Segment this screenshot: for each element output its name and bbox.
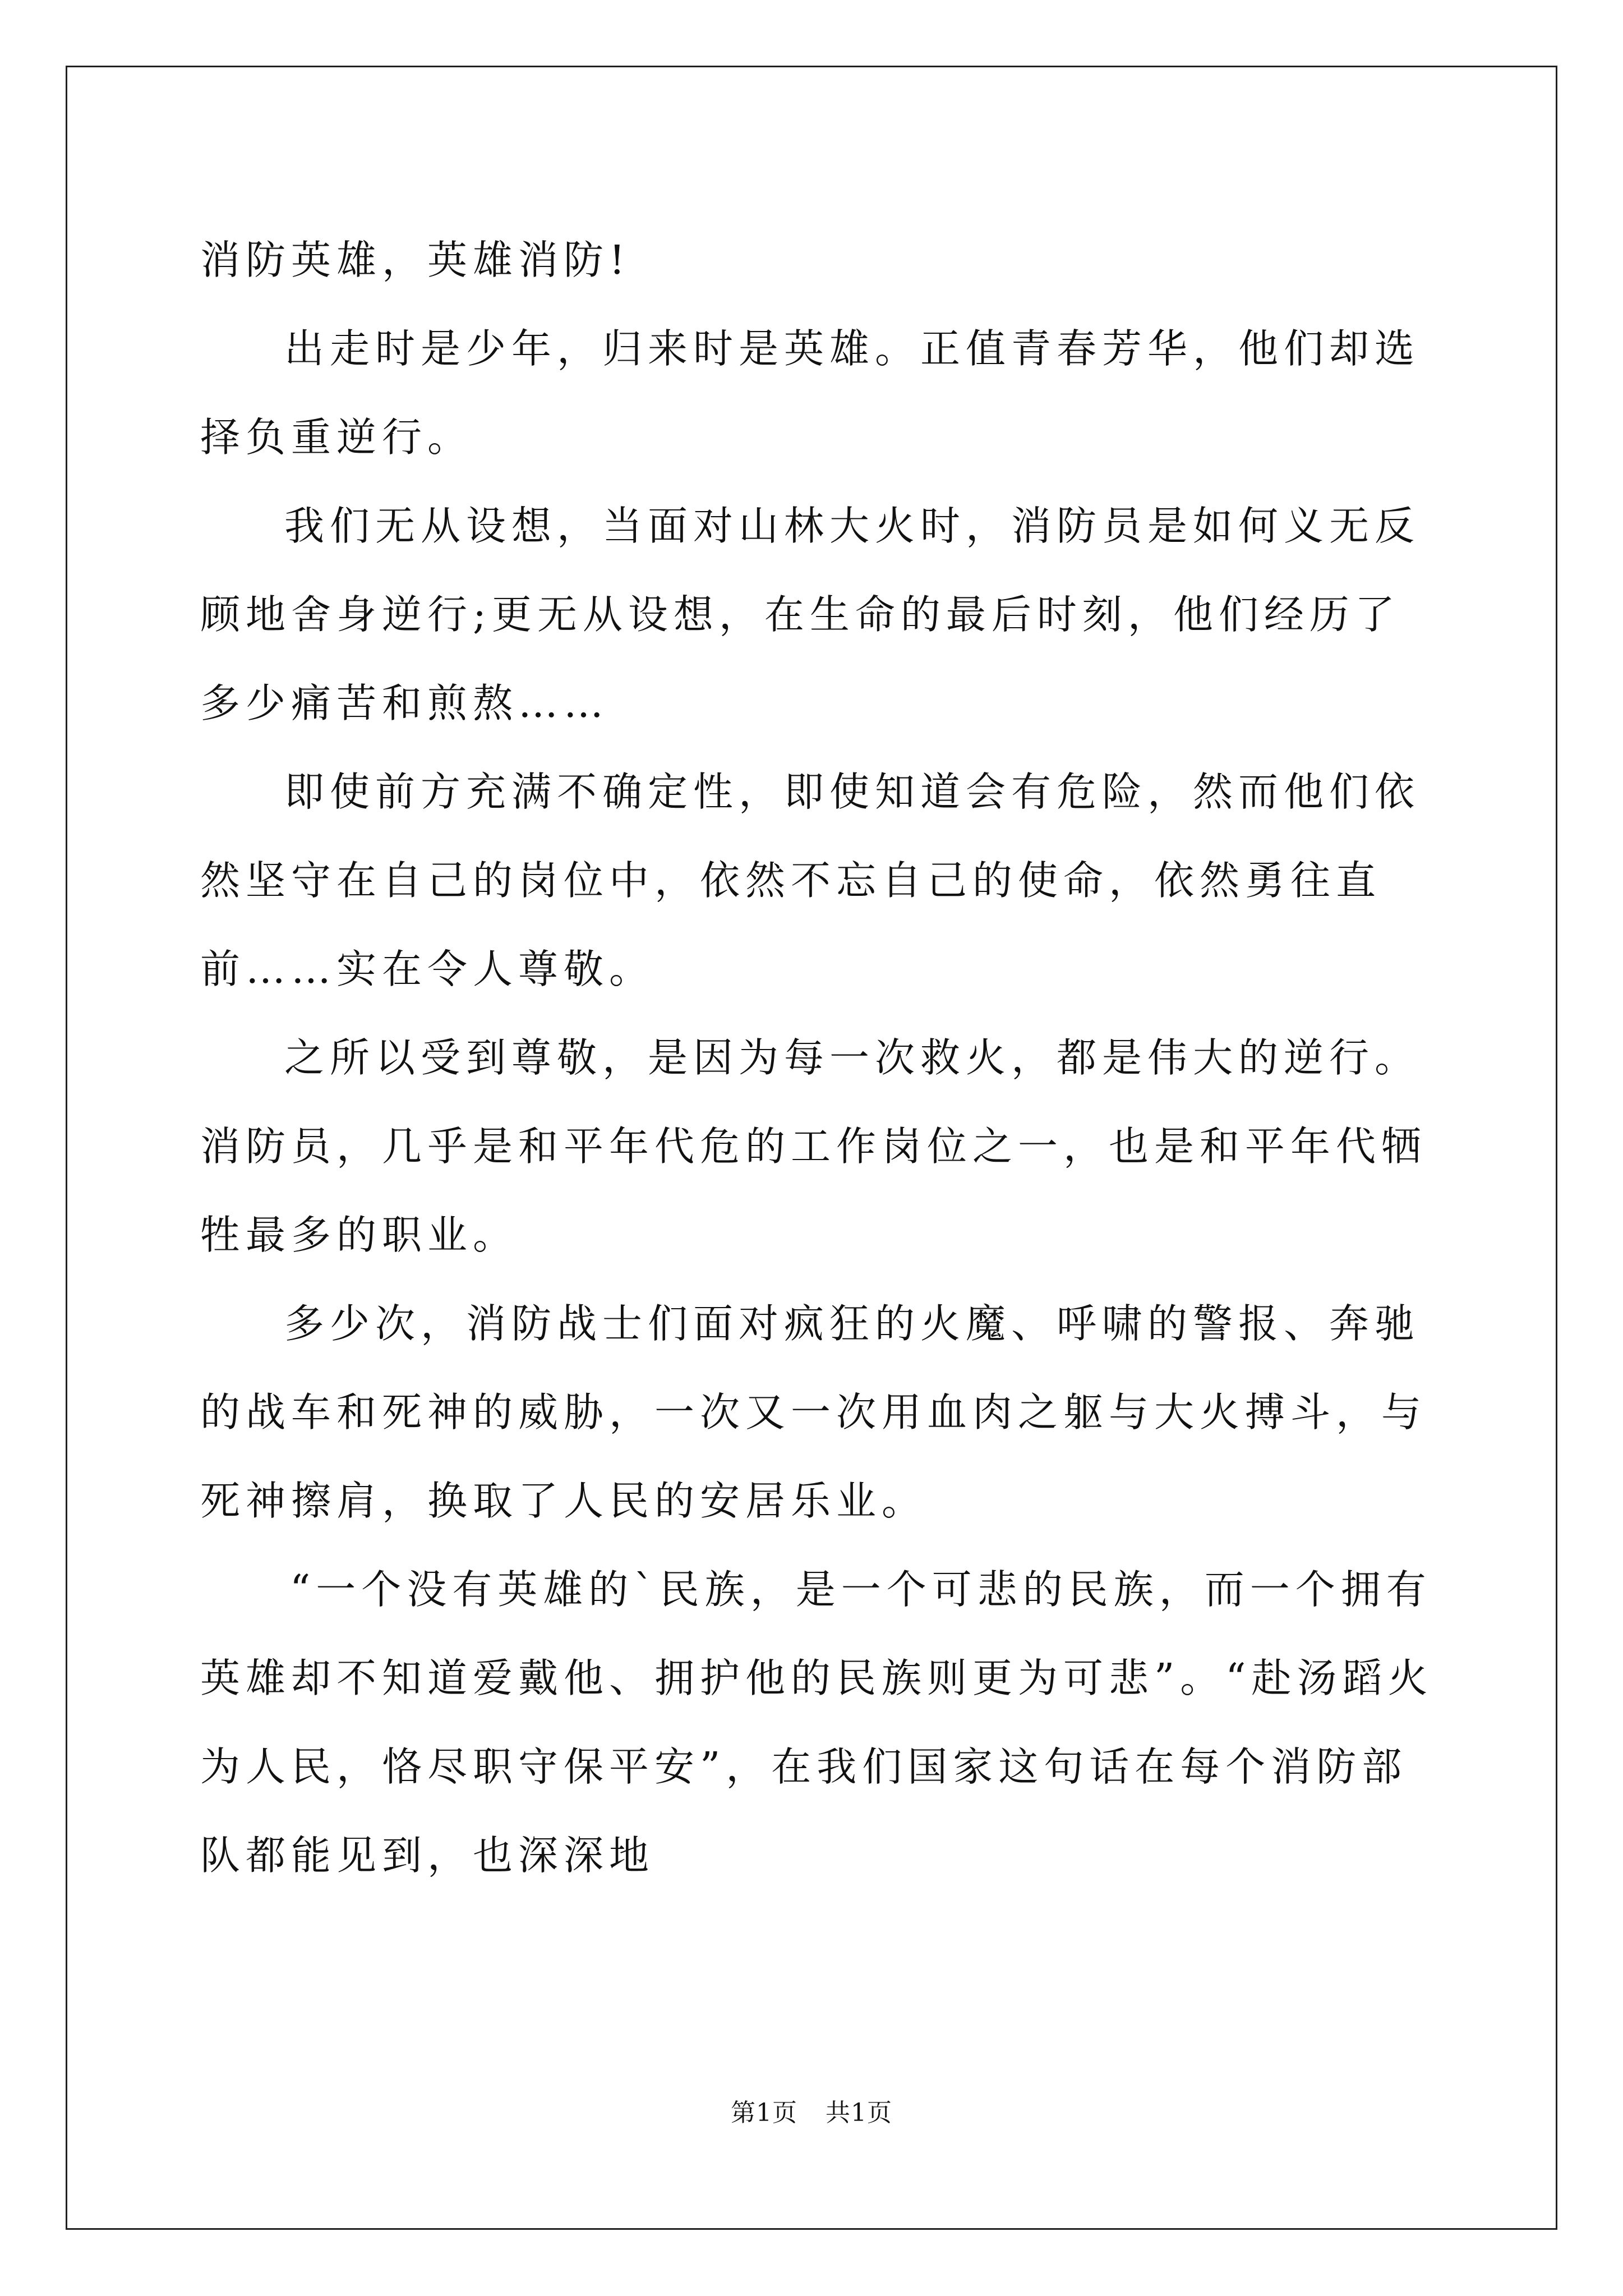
page-number: 第1页: [731, 2099, 797, 2127]
paragraph: 出走时是少年，归来时是英雄。正值青春芳华，他们却选择负重逆行。: [200, 325, 1421, 461]
paragraph: 我们无从设想，当面对山林大火时，消防员是如何义无反顾地舍身逆行;更无从设想，在生命的最后时刻，他们经历了多少痛苦和煎熬……: [200, 503, 1421, 726]
paragraph: 即使前方充满不确定性，即使知道会有危险，然而他们依然坚守在自己的岗位中，依然不忘自己的使命，依然勇往直前……实在令人尊敬。: [200, 769, 1421, 992]
paragraph: 多少次，消防战士们面对疯狂的火魔、呼啸的警报、奔驰的战车和死神的威胁，一次又一次用血肉之躯与大火搏斗，与死神擦肩，换取了人民的安居乐业。: [200, 1300, 1427, 1524]
paragraph: 之所以受到尊敬，是因为每一次救火，都是伟大的逆行。消防员，几乎是和平年代危的工作岗位之一，也是和平年代牺牲最多的职业。: [200, 1034, 1427, 1258]
paragraph-title: 消防英雄，英雄消防!: [200, 237, 631, 283]
document-body: [200, 216, 1434, 1900]
page-footer: [0, 2092, 1623, 2128]
page-count: 共1页: [826, 2099, 892, 2127]
paragraph: “一个没有英雄的`民族，是一个可悲的民族，而一个拥有英雄却不知道爱戴他、拥护他的民族则更为可悲”。“赴汤蹈火为人民，恪尽职守保平安”，在我们国家这句话在每个消防部队都能见到，也深深地: [200, 1566, 1433, 1879]
